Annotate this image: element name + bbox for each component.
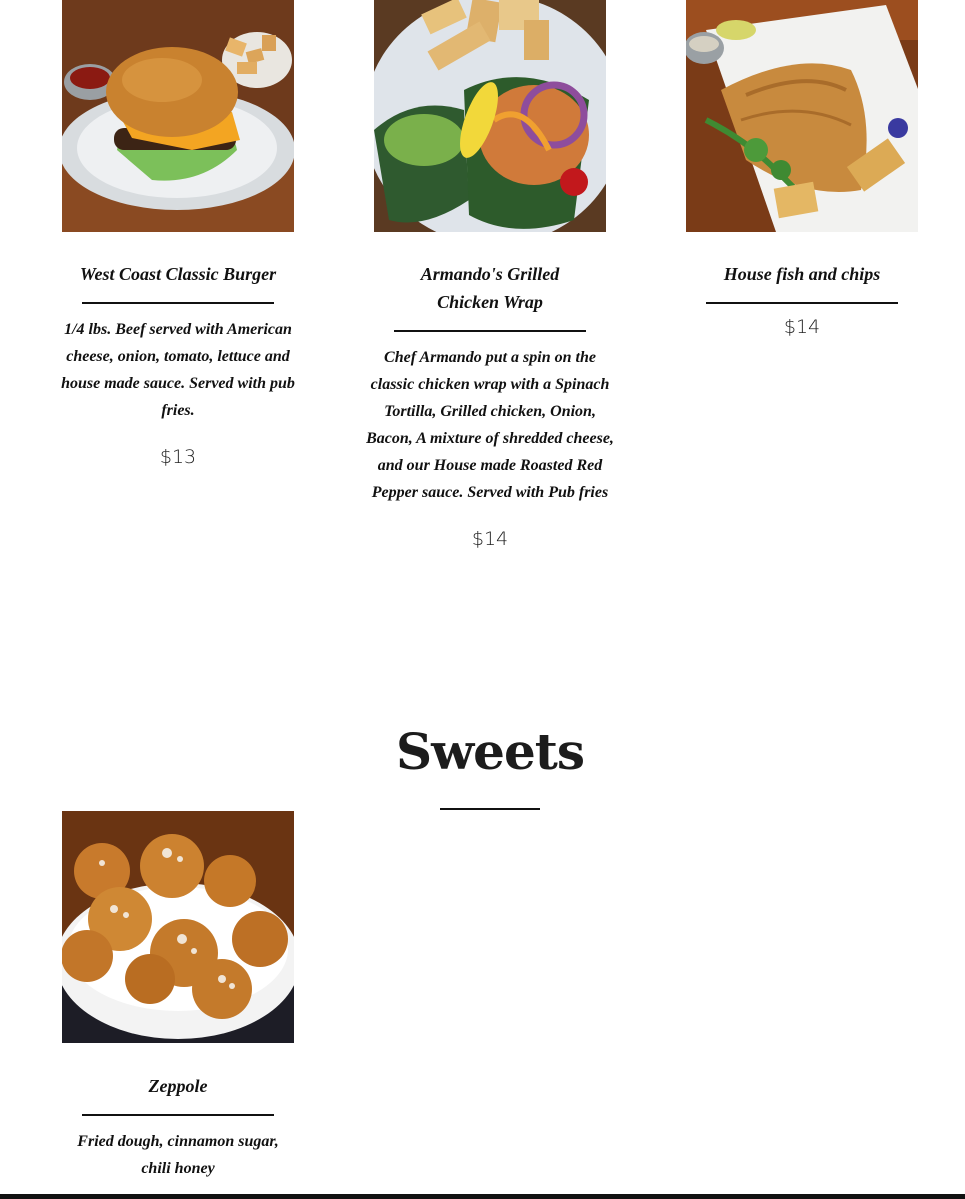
title-divider (706, 302, 898, 304)
menu-item-chicken-wrap (355, 260, 625, 550)
section-divider (440, 808, 540, 810)
burger-photo (62, 0, 294, 232)
title-divider (82, 302, 274, 304)
title-divider (82, 1114, 274, 1116)
zeppole-photo (62, 811, 294, 1043)
title-divider (394, 330, 586, 332)
menu-item-burger (43, 260, 313, 468)
item-title: Zeppole (148, 1076, 208, 1096)
section-title-sweets: Sweets (395, 722, 585, 781)
item-title: West Coast Classic Burger (79, 264, 277, 284)
item-title: Armando's Grilled Chicken Wrap (420, 264, 560, 312)
menu-item-fish-and-chips (667, 260, 937, 338)
chicken-wrap-photo (374, 0, 606, 232)
item-description: Chef Armando put a spin on the classic chicken wrap with a Spinach Tortilla, Grilled chicken, Onion, Bacon, A mixture of shredded cheese, and our House made Roasted Red Pepper sauce. Served with Pub fries (366, 349, 614, 501)
item-title: House fish and chips (723, 264, 881, 284)
item-description: Fried dough, cinnamon sugar, chili honey (77, 1133, 279, 1177)
menu-item-zeppole (43, 1072, 313, 1182)
item-price: $13 (159, 446, 197, 468)
item-price: $14 (783, 316, 821, 338)
fish-and-chips-photo (686, 0, 918, 232)
item-description: 1/4 lbs. Beef served with American cheese, onion, tomato, lettuce and house made sauce. Served with pub fries. (61, 321, 295, 419)
bottom-bar (0, 1194, 965, 1199)
item-price: $14 (471, 528, 509, 550)
